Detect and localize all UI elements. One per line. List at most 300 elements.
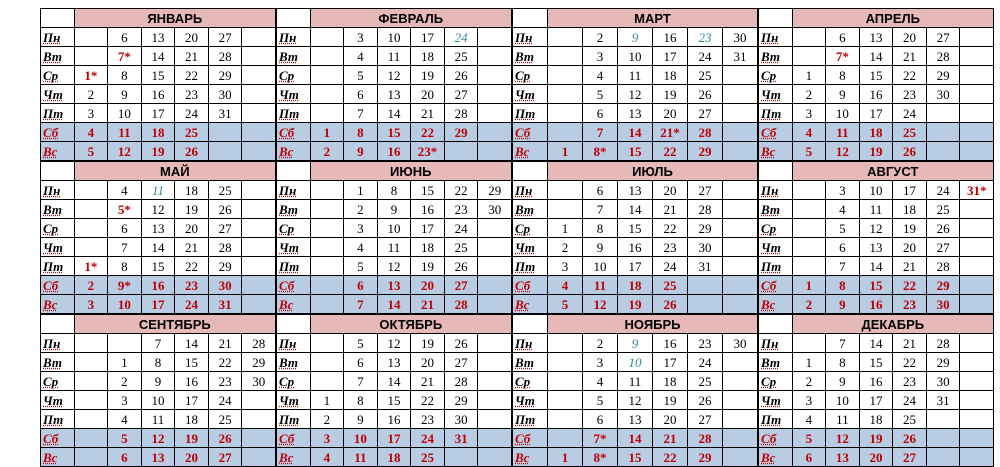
date-cell	[478, 295, 512, 314]
date-cell	[74, 181, 108, 200]
month-table	[276, 8, 512, 161]
date-cell	[444, 142, 478, 161]
date-cell	[310, 181, 344, 200]
date-cell: 14	[618, 200, 653, 219]
date-cell	[792, 257, 826, 276]
date-cell: 6	[583, 104, 618, 123]
date-cell: 21	[893, 47, 927, 66]
date-cell: 23	[893, 295, 927, 314]
date-cell: 22	[411, 123, 445, 142]
date-cell: 20	[893, 238, 927, 257]
date-cell: 1	[792, 353, 826, 372]
date-cell: 25	[444, 47, 478, 66]
month-table	[40, 161, 276, 314]
weekday-label: Чт	[277, 238, 311, 257]
weekday-label: Пт	[277, 410, 311, 429]
date-cell: 22	[893, 276, 927, 295]
week-row	[759, 219, 994, 238]
date-cell	[960, 372, 994, 391]
date-cell: 17	[859, 391, 893, 410]
date-cell: 20	[653, 181, 688, 200]
date-cell	[960, 66, 994, 85]
date-cell	[74, 391, 108, 410]
date-cell	[792, 200, 826, 219]
date-cell: 11	[377, 238, 411, 257]
date-cell: 9	[141, 372, 175, 391]
date-cell: 14	[618, 123, 653, 142]
date-cell: 12	[141, 429, 175, 448]
date-cell: 24	[208, 391, 242, 410]
weekday-label: Сб	[41, 276, 75, 295]
date-cell: 5	[344, 66, 378, 85]
date-cell	[242, 448, 276, 467]
date-cell: 27	[688, 104, 723, 123]
date-cell: 8	[141, 353, 175, 372]
date-cell: 16	[859, 372, 893, 391]
month-block	[40, 8, 276, 161]
date-cell: 8	[583, 219, 618, 238]
week-row	[41, 276, 276, 295]
date-cell: 16	[377, 142, 411, 161]
date-cell: 6	[583, 410, 618, 429]
weekday-label: Вт	[759, 47, 793, 66]
date-cell: 30	[723, 334, 758, 353]
weekday-label: Вт	[513, 200, 548, 219]
date-cell: 20	[411, 85, 445, 104]
date-cell	[926, 104, 960, 123]
date-cell: 15	[141, 66, 175, 85]
date-cell: 19	[859, 142, 893, 161]
weekday-label: Чт	[513, 238, 548, 257]
month-table	[758, 161, 994, 314]
date-cell	[478, 66, 512, 85]
date-cell	[310, 66, 344, 85]
weekday-label: Пт	[759, 104, 793, 123]
date-cell	[723, 85, 758, 104]
weekday-label: Пн	[41, 334, 75, 353]
date-cell: 25	[688, 372, 723, 391]
date-cell: 9	[618, 334, 653, 353]
weekday-label: Сб	[41, 123, 75, 142]
month-block	[276, 161, 512, 314]
date-cell: 2	[792, 85, 826, 104]
date-cell: 2	[548, 238, 583, 257]
date-cell: 6	[792, 448, 826, 467]
week-row	[41, 104, 276, 123]
date-cell	[242, 66, 276, 85]
date-cell: 7	[344, 372, 378, 391]
date-cell: 24	[926, 181, 960, 200]
date-cell: 24	[688, 47, 723, 66]
date-cell: 29	[688, 219, 723, 238]
date-cell: 5	[344, 257, 378, 276]
month-table	[276, 161, 512, 314]
date-cell: 2	[310, 142, 344, 161]
weekday-label: Чт	[277, 85, 311, 104]
date-cell	[310, 219, 344, 238]
weekday-label: Ср	[759, 66, 793, 85]
date-cell: 30	[208, 85, 242, 104]
date-cell	[242, 238, 276, 257]
date-cell: 26	[893, 429, 927, 448]
date-cell: 24	[893, 104, 927, 123]
date-cell	[548, 123, 583, 142]
date-cell	[310, 200, 344, 219]
date-cell: 7	[826, 257, 860, 276]
week-row	[513, 219, 758, 238]
date-cell: 25	[444, 238, 478, 257]
month-name: ДЕКАБРЬ	[792, 315, 993, 334]
date-cell	[478, 372, 512, 391]
date-cell: 15	[377, 391, 411, 410]
date-cell: 31	[688, 257, 723, 276]
date-cell: 20	[893, 28, 927, 47]
weekday-label: Вс	[41, 295, 75, 314]
date-cell: 25	[653, 276, 688, 295]
date-cell: 17	[411, 28, 445, 47]
date-cell	[478, 104, 512, 123]
weekday-label: Ср	[277, 219, 311, 238]
date-cell: 29	[688, 448, 723, 467]
date-cell	[548, 391, 583, 410]
date-cell: 5	[583, 391, 618, 410]
date-cell: 5	[792, 142, 826, 161]
date-cell	[960, 429, 994, 448]
date-cell	[310, 104, 344, 123]
date-cell: 21	[893, 257, 927, 276]
weekday-label: Сб	[277, 123, 311, 142]
date-cell: 21	[411, 295, 445, 314]
week-row	[513, 181, 758, 200]
date-cell: 25	[688, 66, 723, 85]
date-cell: 4	[583, 66, 618, 85]
month-header-pad	[513, 9, 548, 28]
date-cell	[926, 123, 960, 142]
date-cell: 4	[108, 410, 142, 429]
date-cell	[74, 219, 108, 238]
date-cell: 9	[826, 295, 860, 314]
date-cell	[242, 257, 276, 276]
date-cell: 5	[74, 142, 108, 161]
week-row	[759, 372, 994, 391]
date-cell	[960, 28, 994, 47]
date-cell	[960, 104, 994, 123]
weekday-label: Ср	[759, 372, 793, 391]
date-cell: 15	[618, 448, 653, 467]
date-cell: 27	[926, 238, 960, 257]
date-cell: 12	[108, 142, 142, 161]
weekday-label: Ср	[41, 66, 75, 85]
date-cell	[242, 200, 276, 219]
date-cell: 16	[653, 334, 688, 353]
date-cell: 18	[653, 66, 688, 85]
week-row	[759, 410, 994, 429]
date-cell: 14	[175, 334, 209, 353]
date-cell: 26	[926, 219, 960, 238]
date-cell	[310, 257, 344, 276]
date-cell: 2	[792, 295, 826, 314]
date-cell: 9	[826, 372, 860, 391]
weekday-label: Пн	[41, 28, 75, 47]
date-cell	[548, 28, 583, 47]
date-cell: 3	[583, 353, 618, 372]
date-cell: 2	[583, 334, 618, 353]
date-cell: 7	[108, 238, 142, 257]
date-cell: 23	[175, 276, 209, 295]
date-cell: 19	[653, 391, 688, 410]
date-cell: 27	[688, 410, 723, 429]
date-cell: 11	[618, 66, 653, 85]
date-cell: 19	[175, 429, 209, 448]
month-table	[512, 161, 758, 314]
week-row	[41, 448, 276, 467]
date-cell: 4	[792, 410, 826, 429]
date-cell	[960, 295, 994, 314]
date-cell: 16	[618, 238, 653, 257]
date-cell: 15	[411, 181, 445, 200]
weekday-label: Чт	[759, 85, 793, 104]
weekday-label: Вт	[277, 200, 311, 219]
date-cell	[242, 276, 276, 295]
week-row	[513, 66, 758, 85]
date-cell	[310, 85, 344, 104]
weekday-label: Пн	[41, 181, 75, 200]
month-header-pad	[513, 315, 548, 334]
date-cell: 17	[618, 257, 653, 276]
date-cell	[74, 28, 108, 47]
weekday-label: Пн	[759, 181, 793, 200]
week-row	[41, 85, 276, 104]
date-cell: 6	[108, 28, 142, 47]
weekday-label: Вт	[41, 47, 75, 66]
date-cell: 3	[74, 295, 108, 314]
date-cell	[548, 372, 583, 391]
date-cell: 27	[208, 28, 242, 47]
date-cell: 27	[444, 276, 478, 295]
weekday-label: Пт	[513, 104, 548, 123]
weekday-label: Вс	[41, 448, 75, 467]
date-cell: 11	[141, 181, 175, 200]
date-cell: 19	[653, 85, 688, 104]
date-cell	[310, 238, 344, 257]
date-cell: 28	[208, 238, 242, 257]
week-row	[759, 123, 994, 142]
date-cell: 1	[548, 142, 583, 161]
date-cell	[688, 295, 723, 314]
date-cell	[926, 429, 960, 448]
weekday-label: Пн	[759, 28, 793, 47]
date-cell	[478, 276, 512, 295]
date-cell: 19	[411, 334, 445, 353]
month-name: АПРЕЛЬ	[792, 9, 993, 28]
week-row	[277, 28, 512, 47]
month-name: ИЮЛЬ	[548, 162, 758, 181]
date-cell: 27	[893, 448, 927, 467]
date-cell: 22	[444, 181, 478, 200]
date-cell: 8	[108, 257, 142, 276]
date-cell: 13	[377, 353, 411, 372]
month-header-pad	[41, 9, 75, 28]
date-cell	[548, 104, 583, 123]
weekday-label: Ср	[41, 219, 75, 238]
week-row	[41, 181, 276, 200]
week-row	[513, 429, 758, 448]
month-header-pad	[41, 315, 75, 334]
date-cell: 9	[108, 85, 142, 104]
quarter-row	[40, 161, 994, 314]
weekday-label: Пт	[41, 410, 75, 429]
date-cell: 18	[893, 200, 927, 219]
date-cell: 29	[444, 123, 478, 142]
weekday-label: Вс	[277, 142, 311, 161]
week-row	[513, 238, 758, 257]
date-cell: 14	[618, 429, 653, 448]
date-cell	[310, 334, 344, 353]
date-cell: 24	[653, 257, 688, 276]
week-row	[759, 353, 994, 372]
date-cell: 23	[688, 334, 723, 353]
month-header-pad	[277, 315, 311, 334]
date-cell: 25	[208, 181, 242, 200]
weekday-label: Пт	[277, 104, 311, 123]
month-header-pad	[41, 162, 75, 181]
date-cell: 2	[344, 200, 378, 219]
date-cell: 8*	[583, 142, 618, 161]
date-cell: 31*	[960, 181, 994, 200]
weekday-label: Вт	[277, 353, 311, 372]
week-row	[513, 104, 758, 123]
date-cell: 1	[108, 353, 142, 372]
date-cell: 9	[377, 200, 411, 219]
weekday-label: Вс	[759, 295, 793, 314]
date-cell	[960, 219, 994, 238]
date-cell	[242, 142, 276, 161]
week-row	[759, 104, 994, 123]
date-cell: 1	[310, 123, 344, 142]
date-cell: 31	[444, 429, 478, 448]
date-cell	[548, 353, 583, 372]
date-cell: 15	[618, 219, 653, 238]
date-cell	[310, 372, 344, 391]
date-cell: 21	[411, 372, 445, 391]
date-cell: 28	[688, 200, 723, 219]
week-row	[759, 448, 994, 467]
weekday-label: Пн	[513, 334, 548, 353]
week-row	[277, 276, 512, 295]
date-cell: 10	[377, 219, 411, 238]
weekday-label: Пт	[277, 257, 311, 276]
date-cell	[478, 391, 512, 410]
date-cell: 7*	[108, 47, 142, 66]
date-cell	[792, 181, 826, 200]
date-cell	[723, 410, 758, 429]
date-cell	[960, 391, 994, 410]
week-row	[277, 47, 512, 66]
date-cell: 23	[411, 410, 445, 429]
date-cell: 2	[108, 372, 142, 391]
date-cell: 4	[826, 200, 860, 219]
date-cell: 24	[411, 429, 445, 448]
week-row	[759, 47, 994, 66]
week-row	[759, 276, 994, 295]
date-cell: 21	[893, 334, 927, 353]
date-cell: 7	[583, 123, 618, 142]
date-cell	[548, 66, 583, 85]
date-cell: 24	[893, 391, 927, 410]
date-cell: 26	[688, 391, 723, 410]
week-row	[277, 391, 512, 410]
weekday-label: Вт	[513, 47, 548, 66]
date-cell	[960, 276, 994, 295]
date-cell	[478, 448, 512, 467]
week-row	[277, 200, 512, 219]
month-name: СЕНТЯБРЬ	[74, 315, 275, 334]
weekday-label: Чт	[759, 238, 793, 257]
date-cell: 10	[141, 391, 175, 410]
date-cell: 30	[208, 276, 242, 295]
date-cell: 21	[175, 47, 209, 66]
week-row	[513, 372, 758, 391]
date-cell: 8	[344, 391, 378, 410]
date-cell: 17	[859, 104, 893, 123]
date-cell: 30	[242, 372, 276, 391]
date-cell: 21	[653, 429, 688, 448]
weekday-label: Пн	[277, 334, 311, 353]
date-cell: 7	[141, 334, 175, 353]
date-cell: 18	[141, 123, 175, 142]
weekday-label: Сб	[759, 429, 793, 448]
week-row	[41, 142, 276, 161]
date-cell: 30	[926, 295, 960, 314]
weekday-label: Пт	[41, 257, 75, 276]
date-cell: 16	[175, 372, 209, 391]
week-row	[513, 257, 758, 276]
date-cell: 26	[444, 334, 478, 353]
date-cell: 8	[826, 353, 860, 372]
date-cell: 6	[344, 276, 378, 295]
date-cell: 11	[377, 47, 411, 66]
date-cell	[208, 142, 242, 161]
month-block	[276, 8, 512, 161]
date-cell: 2	[583, 28, 618, 47]
date-cell	[548, 200, 583, 219]
week-row	[759, 238, 994, 257]
date-cell: 16	[411, 200, 445, 219]
week-row	[41, 238, 276, 257]
date-cell	[478, 257, 512, 276]
date-cell: 15	[859, 276, 893, 295]
month-name: НОЯБРЬ	[548, 315, 758, 334]
month-table	[758, 8, 994, 161]
date-cell	[548, 85, 583, 104]
week-row	[41, 257, 276, 276]
date-cell	[723, 295, 758, 314]
date-cell: 24	[688, 353, 723, 372]
week-row	[277, 238, 512, 257]
date-cell: 1	[548, 448, 583, 467]
weekday-label: Вс	[277, 448, 311, 467]
date-cell: 23	[688, 28, 723, 47]
date-cell: 13	[377, 85, 411, 104]
date-cell: 14	[859, 47, 893, 66]
date-cell: 26	[208, 200, 242, 219]
date-cell	[548, 181, 583, 200]
date-cell: 31	[208, 295, 242, 314]
date-cell: 10	[618, 353, 653, 372]
date-cell: 22	[208, 353, 242, 372]
date-cell: 28	[444, 372, 478, 391]
date-cell	[108, 334, 142, 353]
